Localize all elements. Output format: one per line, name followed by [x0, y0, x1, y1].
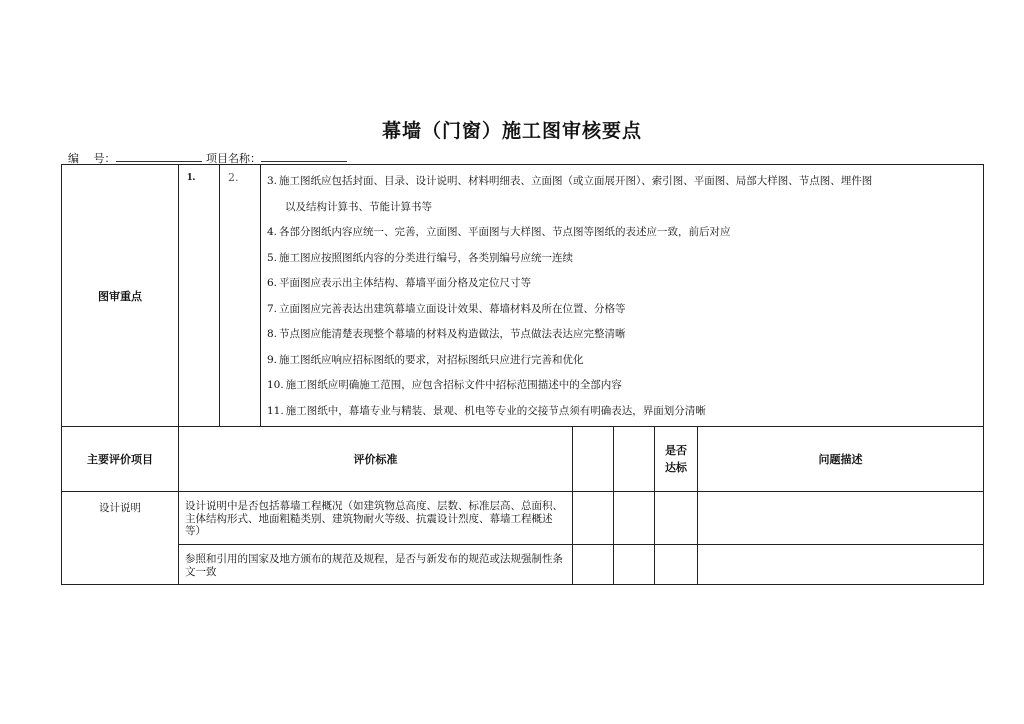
evaluation-criteria: 设计说明中是否包括幕墙工程概况（如建筑物总高度、层数、标准层高、总面积、主体结构形式、地面粗糙类别、建筑物耐火等级、抗震设计烈度、幕墙工程概述等）: [179, 492, 573, 545]
evaluation-row: [62, 545, 984, 585]
review-focus-item-2: 2.: [220, 165, 261, 427]
header-pass: 是否 达标: [655, 427, 698, 492]
pass-cell[interactable]: [655, 492, 698, 545]
evaluation-criteria: 参照和引用的国家及地方颁布的规范及规程，是否与新发布的规范或法规强制性条文一致: [179, 545, 573, 585]
page-title: 幕墙（门窗）施工图审核要点: [381, 120, 642, 142]
evaluation-header-row: [62, 427, 984, 492]
focus-point-continuation: 以及结构计算书、节能计算书等: [285, 200, 432, 213]
project-name-blank[interactable]: [261, 150, 347, 162]
check-cell[interactable]: [573, 492, 614, 545]
review-focus-item-1: 1.: [179, 165, 220, 427]
evaluation-item-label: 设计说明: [62, 492, 179, 585]
focus-point: 3. 施工图纸应包括封面、目录、设计说明、材料明细表、立面图（或立面展开图）、索引图、平面图、局部大样图、节点图、埋件图: [267, 175, 873, 187]
focus-point: 10. 施工图纸应明确施工范围，应包含招标文件中招标范围描述中的全部内容: [267, 379, 622, 391]
review-focus-points: [261, 165, 984, 427]
focus-point: 7. 立面图应完善表达出建筑幕墙立面设计效果、幕墙材料及所在位置、分格等: [267, 302, 626, 315]
review-focus-row: [62, 165, 984, 427]
document-number-label: 编 号：: [68, 152, 116, 165]
review-focus-label: 图审重点: [62, 165, 179, 427]
issue-cell[interactable]: [698, 492, 984, 545]
document-number-blank[interactable]: [116, 150, 202, 162]
header-main-item: 主要评价项目: [62, 427, 179, 492]
issue-cell[interactable]: [698, 545, 984, 585]
focus-point: 9. 施工图纸应响应招标图纸的要求，对招标图纸只应进行完善和优化: [267, 353, 584, 366]
header-standard: 评价标准: [179, 427, 573, 492]
focus-point: 4. 各部分图纸内容应统一、完善，立面图、平面图与大样图、节点图等图纸的表述应一致，前后对应: [267, 226, 731, 238]
focus-point: 8. 节点图应能清楚表现整个幕墙的材料及构造做法，节点做法表达应完整清晰: [267, 328, 626, 340]
pass-cell[interactable]: [655, 545, 698, 585]
review-table: [61, 164, 984, 585]
focus-point: 11. 施工图纸中，幕墙专业与精装、景观、机电等专业的交接节点须有明确表达，界面划分清晰: [267, 404, 706, 417]
header-blank-cell: [614, 427, 655, 492]
project-name-label: 项目名称：: [206, 152, 261, 165]
evaluation-row: [62, 492, 984, 545]
header-blank-cell: [573, 427, 614, 492]
focus-point: 6. 平面图应表示出主体结构、幕墙平面分格及定位尺寸等: [267, 277, 532, 289]
check-cell[interactable]: [614, 545, 655, 585]
check-cell[interactable]: [614, 492, 655, 545]
check-cell[interactable]: [573, 545, 614, 585]
focus-point: 5. 施工图应按照图纸内容的分类进行编号，各类别编号应统一连续: [267, 251, 574, 264]
header-issue: 问题描述: [698, 427, 984, 492]
